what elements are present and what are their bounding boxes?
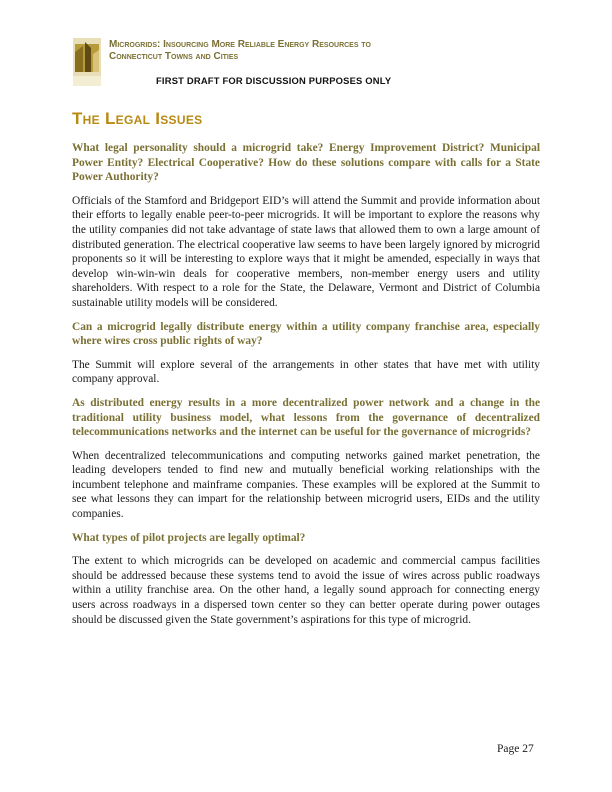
question-heading-legal-personality: What legal personality should a microgrid take? Energy Improvement District? Municipal Power Entity? Electrical Cooperative? How do these solutions compare with calls for a State Power Authority?	[72, 142, 540, 184]
question-heading-distribute-energy: Can a microgrid legally distribute energy within a utility company franchise area, especially where wires cross public rights of way?	[72, 320, 540, 348]
logo-graphic	[73, 38, 101, 86]
paragraph-campus-facilities: The extent to which microgrids can be developed on academic and commercial campus facilities should be addressed because these systems tend to avoid the issue of wires across public roadways within a utility franchise area. On the other hand, a legally sound approach for connecting energy users across roadways in a dispersed town center so they can better operate during power outages should be discussed given the State government’s aspirations for this type of microgrid.	[72, 555, 540, 626]
organization-logo	[73, 38, 101, 86]
draft-notice: FIRST DRAFT FOR DISCUSSION PURPOSES ONLY	[156, 75, 392, 86]
paragraph-telecom-networks: When decentralized telecommunications and computing networks gained market penetration, the leading developers tended to find new and mutually beneficial working relationships with the incumbent telephone and mainframe companies. These examples will be explored at the Summit to see what lessons they can impart for the relationship between microgrid users, EIDs and the utility companies.	[72, 449, 540, 521]
document-body	[72, 141, 540, 636]
section-title: The Legal Issues	[72, 109, 203, 128]
paragraph-eid-officials: Officials of the Stamford and Bridgeport EID’s will attend the Summit and provide information about their efforts to legally enable peer-to-peer microgrids. It will be important to explore the reasons why the utility companies did not take advantage of state laws that allowed them to own a large amount of distributed generation. The electrical cooperative law seems to have been largely ignored by microgrid proponents so it will be interesting to explore ways that it might be amended, especially in ways that develop win-win-win deals for cooperative members, non-member energy users and utility shareholders. With respect to a role for the State, the Delaware, Vermont and District of Columbia sustainable utility models will be considered.	[72, 194, 540, 309]
header-title-line-1: Microgrids: Insourcing More Reliable Energy Resources to	[109, 39, 371, 50]
header-title-line-2: Connecticut Towns and Cities	[109, 51, 239, 62]
paragraph-summit-arrangements: The Summit will explore several of the arrangements in other states that have met with utility company approval.	[72, 358, 540, 386]
question-heading-pilot-projects: What types of pilot projects are legally optimal?	[72, 531, 306, 544]
page-number: Page 27	[497, 743, 534, 755]
question-heading-governance-lessons: As distributed energy results in a more decentralized power network and a change in the traditional utility business model, what lessons from the governance of decentralized telecommunications networks and the internet can be useful for the governance of microgrids?	[72, 396, 540, 439]
document-header-title	[109, 39, 549, 63]
